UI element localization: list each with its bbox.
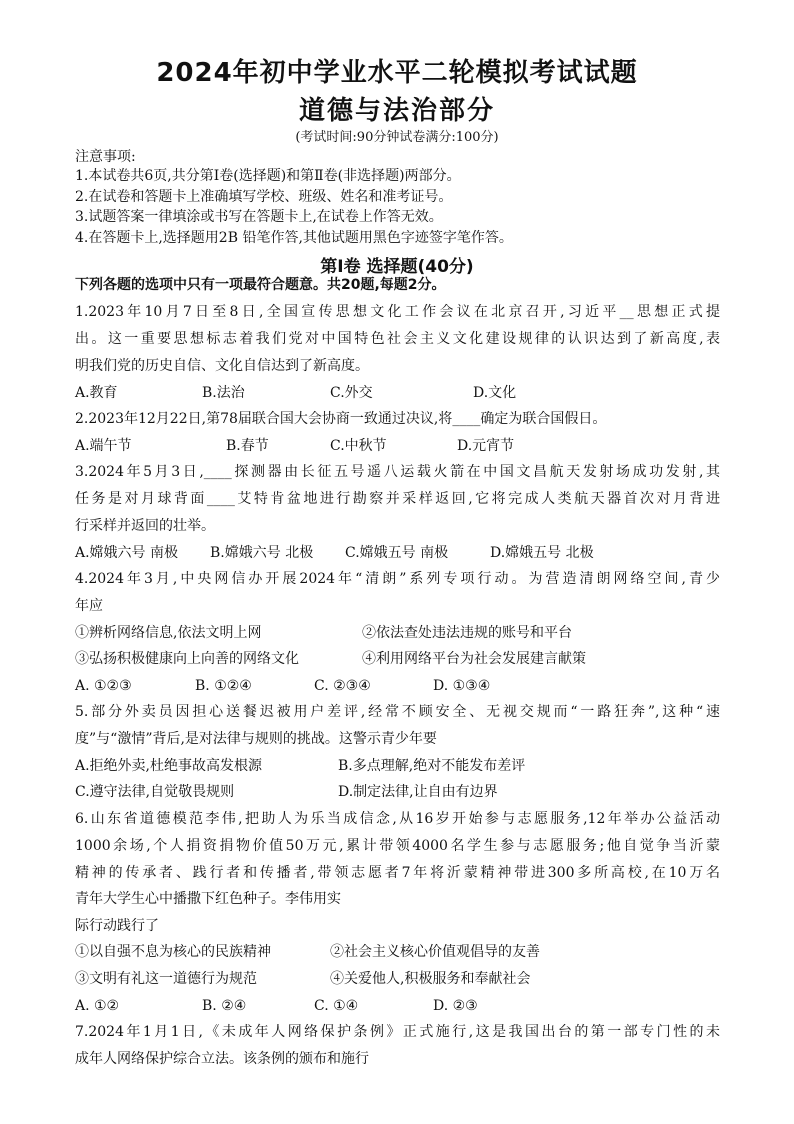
note-item: 3.试题答案一律填涂或书写在答题卡上,在试卷上作答无效。 [75, 209, 443, 225]
option-d: D. ②③ [433, 998, 478, 1014]
question-4-line: 4.2024年3月,中央网信办开展2024年“清朗”系列专项行动。为营造清朗网络空间,青少 [75, 571, 720, 587]
question-6-line: 际行动践行了 [75, 918, 159, 934]
question-6-line: 青年大学生心中播撒下红色种子。李伟用实 [75, 891, 341, 907]
question-4-line: 年应 [75, 598, 103, 614]
section-title: 第Ⅰ卷 选择题(40分) [320, 257, 474, 277]
question-5-line: 度”与“激情”背后,是对法律与规则的挑战。这警示青少年要 [75, 731, 437, 747]
section-instruction: 下列各题的选项中只有一项最符合题意。共20题,每题2分。 [75, 277, 446, 293]
option-d: D.嫦娥五号 北极 [490, 545, 594, 561]
question-7-line: 成年人网络保护综合立法。该条例的颁布和施行 [75, 1051, 369, 1067]
option-b: B. ①②④ [195, 678, 252, 694]
question-1-line: 1.2023年10月7日至8日,全国宣传思想文化工作会议在北京召开,习近平__思想正式提 [75, 304, 720, 320]
exam-title: 2024年初中学业水平二轮模拟考试试题 [156, 58, 638, 88]
question-2-stem: 2.2023年12月22日,第78届联合国大会协商一致通过决议,将____确定为联合国假日。 [75, 411, 607, 427]
option-d: D.文化 [473, 385, 517, 401]
option-d: D.制定法律,让自由有边界 [338, 784, 498, 800]
option-a: A.拒绝外卖,杜绝事故高发根源 [75, 758, 263, 774]
option-d: D. ①③④ [433, 678, 491, 694]
question-5-line: 5.部分外卖员因担心送餐迟被用户差评,经常不顾安全、无视交规而“一路狂奔”,这种“速 [75, 704, 720, 720]
option-b: B.春节 [226, 438, 269, 454]
question-1-line: 出。这一重要思想标志着我们党对中国特色社会主义文化建设规律的认识达到了新高度,表 [75, 331, 720, 347]
question-6-line: 1000余场,个人捐资捐物价值50万元,累计带领4000名学生参与志愿服务;他自觉争当沂蒙 [75, 838, 720, 854]
option-a: A. ①② [75, 998, 120, 1014]
question-1-line: 明我们党的历史自信、文化自信达到了新高度。 [75, 358, 369, 374]
statement-2: ②依法查处违法违规的账号和平台 [362, 625, 572, 641]
option-a: A. ①②③ [75, 678, 132, 694]
option-c: C.遵守法律,自觉敬畏规则 [75, 784, 235, 800]
option-b: B.多点理解,绝对不能发布差评 [338, 758, 526, 774]
question-3-line: 任务是对月球背面____艾特肯盆地进行勘察并采样返回,它将完成人类航天器首次对月背进 [75, 491, 720, 507]
question-3-line: 行采样并返回的壮举。 [75, 518, 215, 534]
option-a: A.教育 [75, 385, 118, 401]
note-item: 1.本试卷共6页,共分第Ⅰ卷(选择题)和第Ⅱ卷(非选择题)两部分。 [75, 168, 461, 184]
option-b: B.嫦娥六号 北极 [210, 545, 314, 561]
notes-heading: 注意事项: [75, 149, 136, 165]
question-3-line: 3.2024年5月3日,____探测器由长征五号遥八运载火箭在中国文昌航天发射场成功发射,其 [75, 464, 720, 480]
statement-3: ③文明有礼这一道德行为规范 [75, 971, 257, 987]
statement-1: ①辨析网络信息,依法文明上网 [75, 625, 262, 641]
option-b: B. ②④ [202, 998, 247, 1014]
question-6-line: 6.山东省道德模范李伟,把助人为乐当成信念,从16岁开始参与志愿服务,12年举办公益活动 [75, 811, 720, 827]
question-7-line: 7.2024年1月1日,《未成年人网络保护条例》正式施行,这是我国出台的第一部专门性的未 [75, 1024, 720, 1040]
statement-4: ④关爱他人,积极服务和奉献社会 [330, 971, 531, 987]
option-a: A.嫦娥六号 南极 [75, 545, 179, 561]
note-item: 4.在答题卡上,选择题用2B 铅笔作答,其他试题用黑色字迹签字笔作答。 [75, 230, 513, 246]
statement-2: ②社会主义核心价值观倡导的友善 [330, 944, 540, 960]
option-c: C.中秋节 [330, 438, 387, 454]
option-c: C. ②③④ [314, 678, 371, 694]
subject-title: 道德与法治部分 [298, 96, 495, 126]
option-b: B.法治 [202, 385, 245, 401]
option-c: C.嫦娥五号 南极 [345, 545, 449, 561]
option-c: C. ①④ [314, 998, 359, 1014]
statement-1: ①以自强不息为核心的民族精神 [75, 944, 271, 960]
question-6-line: 精神的传承者、践行者和传播者,带领志愿者7年将沂蒙精神带进300多所高校,在10万名 [75, 865, 720, 881]
statement-4: ④利用网络平台为社会发展建言献策 [362, 651, 586, 667]
option-a: A.端午节 [75, 438, 132, 454]
option-c: C.外交 [330, 385, 373, 401]
statement-3: ③弘扬积极健康向上向善的网络文化 [75, 651, 299, 667]
exam-info: (考试时间:90分钟试卷满分:100分) [295, 130, 499, 145]
option-d: D.元宵节 [457, 438, 515, 454]
note-item: 2.在试卷和答题卡上准确填写学校、班级、姓名和准考证号。 [75, 189, 453, 205]
